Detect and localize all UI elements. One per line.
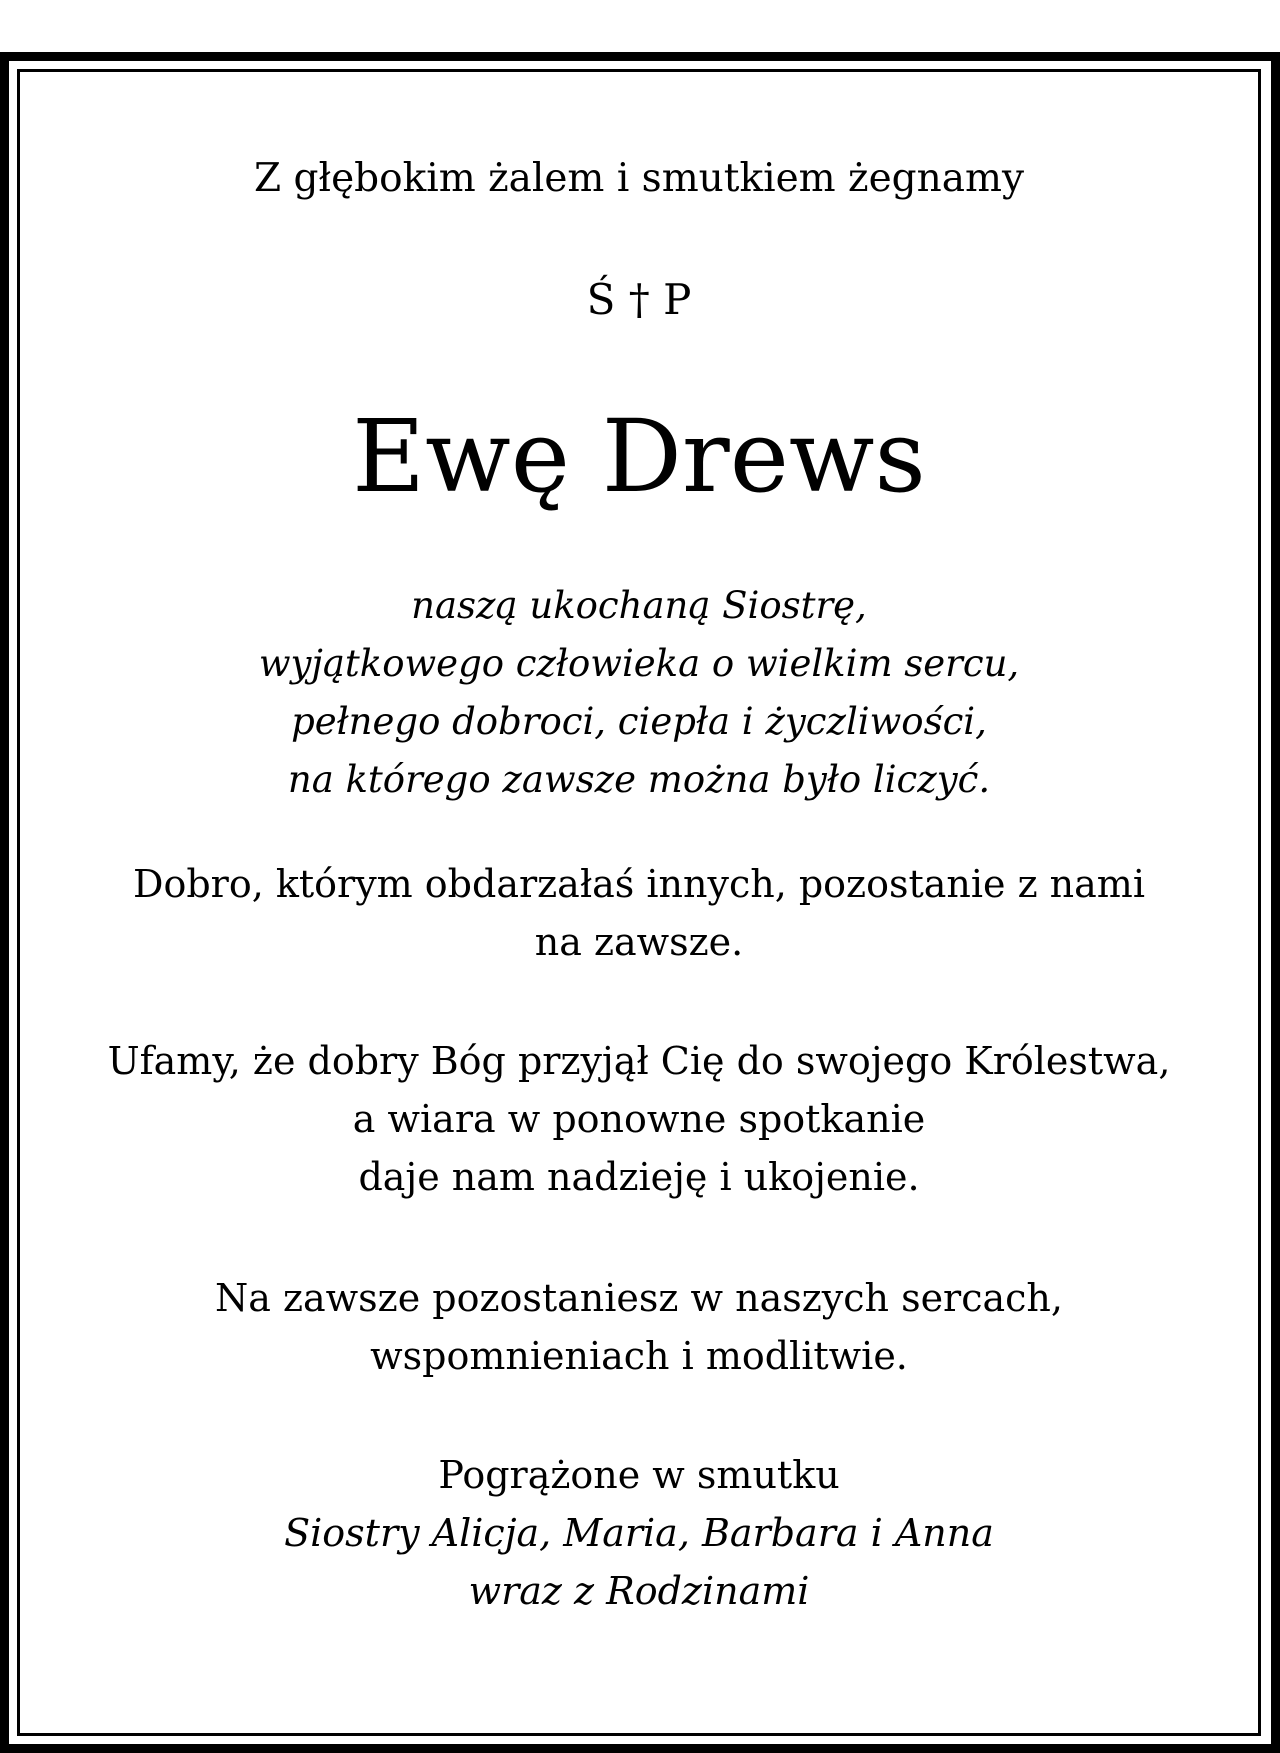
paragraph-line: a wiara w ponowne spotkanie — [352, 1097, 926, 1141]
signature-intro: Pogrążone w smutku — [438, 1453, 840, 1497]
paragraph-line: na zawsze. — [534, 920, 744, 964]
tribute-line: pełnego dobroci, ciepła i życzliwości, — [291, 700, 987, 743]
paragraph-line: Na zawsze pozostaniesz w naszych sercach, — [214, 1276, 1063, 1320]
signature-block — [20, 1446, 1258, 1620]
paragraph-line: daje nam nadzieję i ukojenie. — [358, 1155, 920, 1199]
paragraph-line: wspomnieniach i modlitwie. — [370, 1334, 908, 1378]
tribute-line: wyjątkowego człowieka o wielkim sercu, — [258, 642, 1020, 685]
tribute-line: na którego zawsze można było liczyć. — [287, 758, 991, 801]
deceased-name — [20, 392, 1258, 522]
paragraph-line: Dobro, którym obdarzałaś innych, pozostanie z nami — [133, 862, 1145, 906]
honorific-cross — [20, 272, 1258, 328]
paragraph-goodness — [20, 855, 1258, 971]
honorific-text: Ś † P — [586, 275, 692, 324]
opening-text: Z głębokim żalem i smutkiem żegnamy — [253, 156, 1025, 201]
opening-line — [20, 154, 1258, 204]
deceased-name-text: Ewę Drews — [352, 398, 926, 515]
paragraph-memory — [20, 1269, 1258, 1385]
paragraph-faith — [20, 1032, 1258, 1206]
paragraph-line: Ufamy, że dobry Bóg przyjął Cię do swojego Królestwa, — [107, 1039, 1171, 1083]
signature-names: Siostry Alicja, Maria, Barbara i Anna — [284, 1511, 994, 1555]
tribute-block — [20, 577, 1258, 809]
signature-family: wraz z Rodzinami — [468, 1569, 810, 1613]
tribute-line: naszą ukochaną Siostrę, — [411, 584, 867, 627]
